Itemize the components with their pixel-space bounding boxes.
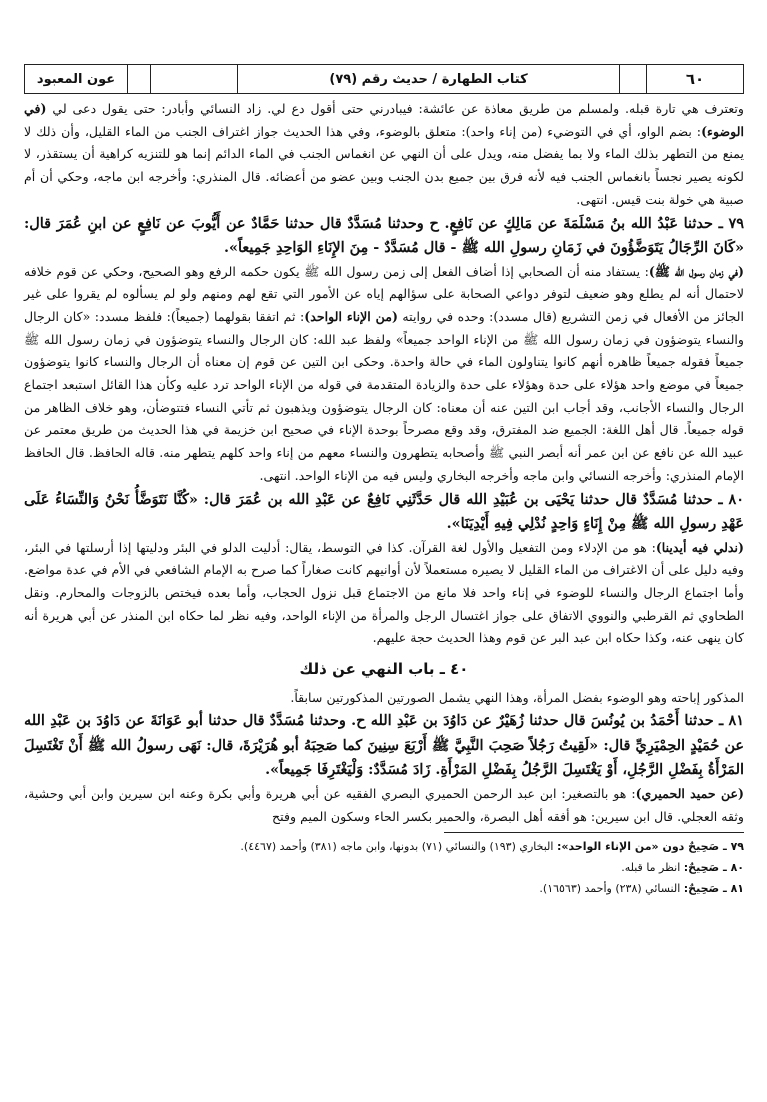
chapter-note: المذكور إباحته وهو الوضوء بفضل المرأة، وهذا النهي يشمل الصورتين المذكورتين سابقاً.: [290, 689, 744, 705]
footnote: [24, 878, 744, 899]
footnotes: [24, 836, 744, 899]
chapter-heading: ٤٠ ـ باب النهي عن ذلك: [299, 660, 469, 679]
commentary-term: (عن حميد الحميري): [635, 785, 745, 801]
commentary-text: : هو بالتصغير: ابن عبد الرحمن الحميري البصري الفقيه عن أبي هريرة وأبي بكرة وعنه ابن سيرين وابن أبي وحشية، وثقه العجلي. قال ابن سيرين: هو أفقه أهل البصرة، والحمير بكسر الحاء وسكون الميم وفتح: [24, 785, 744, 824]
commentary-term: (من الإناء الواحد): [304, 308, 398, 324]
hadith-80: ٨٠ ـ حدثنا مُسَدَّدٌ قال حدثنا يَحْيَى بن عُبَيْدِ الله قال حَدَّثَنِي نَافِعٌ عن عَبْدِ الله بن عُمَرَ قال: «كُنَّا نَتَوَضَّأُ نَحْنُ وَالنِّسَاءُ عَلَى عَهْدِ رسولِ الله ﷺ مِنْ إِنَاءٍ وَاحِدٍ نُدْلِي فِيهِ أَيْدِيَنَا».: [24, 490, 744, 533]
page-header: [24, 64, 744, 94]
footnote-label: ٨١ ـ صَحِيحٌ:: [683, 882, 744, 896]
header-empty-cell: [619, 65, 646, 93]
page: [24, 64, 744, 899]
footnote-divider: [444, 832, 744, 833]
footnote: [24, 857, 744, 878]
commentary-text: : يستفاد منه أن الصحابي إذا أضاف الفعل إلى زمن رسول الله ﷺ يكون حكمه الرفع وهو الصحيح، وحكي عن قوم خلافه لاحتمال أنه لم يطلع وهو ضعيف لتوفر دواعي الصحابة على سؤالهم إياه عن الأمور التي تقع لهم ومنهم ولو لم يسألوه لم يقروا على غير الجائز من الأفعال في زمن التشريع (قال مسدد): وحده في روايته: [24, 263, 745, 324]
footnote: [24, 836, 744, 857]
commentary-term: (في الوضوء): [24, 101, 744, 139]
footnote-text: النسائي (٢٣٨) وأحمد (١٦٥٦٣).: [539, 882, 684, 896]
commentary-text: : ثم اتفقا بقولهما (جميعاً): فلفظ مسدد: «كان الرجال والنساء يتوضؤون في زمان رسول الله ﷺ من الإناء الواحد جميعاً» ولفظ عبد الله: كان الرجال والنساء يتوضؤون في زمان رسول الله ﷺ جميعاً فقوله جميعاً ظاهره أنهم كانوا يتناولون الماء في حالة واحدة. وحكى ابن التين عن قوم إن معناه أن الرجال والنساء كانوا يتوضؤون جميعاً في موضع واحد هؤلاء على حدة وهؤلاء على حدة والزيادة المتقدمة في قوله من الإناء الواحد ترد عليه وكأن هذا القائل استبعد اجتماع الرجال والنساء الأجانب، وقد أجاب ابن التين عنه أن معناه: كان الرجال يتوضؤون ويذهبون ثم تأتي النساء فتتوضأن، وهو خلاف الظاهر من قوله جميعاً. قال أهل اللغة: الجميع ضد المفترق، وقد وقع مصرحاً بوحدة الإناء في صحيح ابن خزيمة في هذا الحديث من طريق معتمر عن عبيد الله عن نافع عن ابن عمر أنه أبصر النبي ﷺ وأصحابه يتطهرون والنساء معهم من إناء واحد كلهم يتطهر منه. قاله الحافظ. قال الحافظ الإمام المنذري: وأخرجه النسائي وابن ماجه وأخرجه البخاري وليس فيه من الإناء الواحد. انتهى.: [24, 308, 744, 483]
commentary-text: : هو من الإدلاء ومن التفعيل والأول لغة القرآن. كذا في التوسط، يقال: أدليت الدلو في البئر ودليتها إذا أرسلتها في البئر، وفيه دليل على أن الاغتراف من الماء القليل لا يصيره مستعملاً لأن أوانيهم كانت صغاراً كما صرح به الإمام الشافعي في الأم في عدة مواضع. وأما اجتماع الرجال والنساء للوضوء في إناء واحد فلا مانع من الاجتماع قبل نزول الحجاب، وأما بعده فيختص بالزوجات والمحارم. ونقل الطحاوي ثم القرطبي والنووي الاتفاق على جواز اغتسال الرجل والمرأة من الإناء الواحد، وفيه نظر لما حكاه ابن المنذر عن أبي هريرة أنه كان ينهى عنه، وكذا حكاه ابن عبد البر عن قوم وهذا الحديث حجة عليهم.: [24, 539, 744, 646]
footnote-text: البخاري (١٩٣) والنسائي (٧١) بدونها، وابن ماجه (٣٨١) وأحمد (٤٤٦٧).: [240, 840, 557, 854]
hadith-81: ٨١ ـ حدثنا أَحْمَدُ بن يُونُسَ قال حدثنا زُهَيْرٌ عن دَاوُدَ بن عَبْدِ الله ح. وحدثنا مُسَدَّدٌ قال حدثنا أبو عَوَانَةَ عن دَاوُدَ بن عَبْدِ الله عن حُمَيْدٍ الحِمْيَرِيِّ قال: «لَقِيتُ رَجُلاً صَحِبَ النَّبِيَّ ﷺ أَرْبَعَ سِنِينَ كما صَحِبَهُ أبو هُرَيْرَةَ، قال: نَهَى رسولُ الله ﷺ أَنْ تَغْتَسِلَ المَرْأَةُ بِفَضْلِ الرَّجُلِ، أَوْ يَغْتَسِلَ الرَّجُلُ بِفَضْلِ المَرْأَةِ. زَادَ مُسَدَّدٌ: وَلْيَغْتَرِفَا جَمِيعاً».: [24, 712, 744, 779]
book-title: عون المعبود: [36, 71, 116, 87]
header-empty-cell: [127, 65, 150, 93]
header-title: كتاب الطهارة / حديث رقم (٧٩): [237, 65, 619, 93]
body-text: [24, 98, 744, 828]
page-number: ٦٠: [646, 65, 743, 93]
commentary-paragraph: [24, 783, 744, 828]
footnote-text: انظر ما قبله.: [621, 861, 684, 875]
commentary-paragraph: [24, 98, 744, 212]
footnote-label: ٧٩ ـ صَحِيحٌ دون «من الإناء الواحد»:: [556, 840, 744, 854]
commentary-paragraph: [24, 261, 744, 488]
commentary-text: : بضم الواو، أي في التوضيء (من إناء واحد): متعلق بالوضوء، وفي هذا الحديث جواز اغتراف الجنب من الماء القليل، وأن ذلك لا يمنع من التطهر بذلك الماء ولا بما يفضل منه، ويدل على أن النهي عن انغماس الجنب في الماء الدائم إنما هو للتنزيه كراهية أن يستقذر، لا لكونه يصير نجساً بانغماس الجنب فيه لأنه فرق بين جميع بدن الجنب وبين عضو من أعضائه. قال المنذري: وأخرجه ابن ماجه، وحكي أن أم صبية هي خولة بنت قيس. انتهى.: [24, 123, 744, 207]
commentary-term: (ندلي فيه أيدينا): [655, 539, 744, 555]
hadith-79: ٧٩ ـ حدثنا عَبْدُ الله بنُ مَسْلَمَةَ عن مَالِكٍ عن نَافِعٍ. ح وحدثنا مُسَدَّدٌ قال حدثنا حَمَّادٌ عن أَيُّوبَ عن نَافِعٍ عن ابنِ عُمَرَ قال: «كَانَ الرِّجَالُ يَتَوَضَّؤُونَ في زَمَانِ رسولِ الله ﷺ - قال مُسَدَّدٌ - مِنَ الإِنَاءِ الوَاحِدِ جَمِيعاً».: [24, 214, 744, 257]
commentary-paragraph: [24, 537, 744, 651]
commentary-text: وتعترف هي تارة قبله. ولمسلم من طريق معاذة عن عائشة: فيبادرني حتى أقول دع لي. زاد النسائي وأبادر: حتى يقول دعى لي: [52, 101, 744, 116]
header-empty-cell: [150, 65, 237, 93]
commentary-term: (في زمان رسول الله ﷺ): [648, 263, 744, 279]
footnote-label: ٨٠ ـ صَحِيحٌ:: [683, 861, 744, 875]
